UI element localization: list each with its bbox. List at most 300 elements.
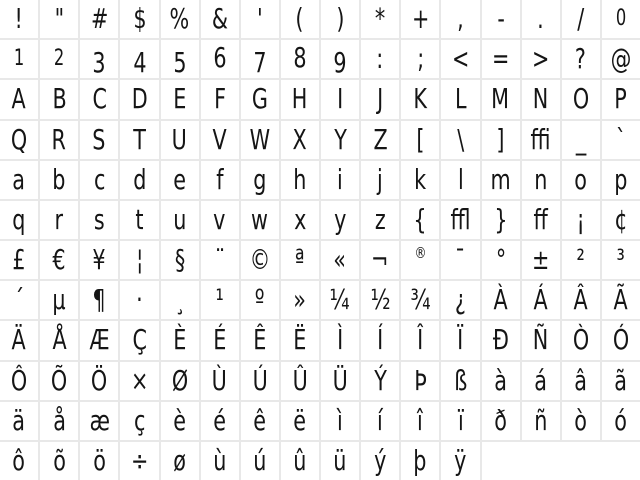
glyph: H xyxy=(292,82,308,116)
glyph-cell[interactable] xyxy=(201,362,239,400)
glyph: Ó xyxy=(612,323,630,357)
glyph-cell[interactable] xyxy=(120,161,158,199)
glyph: 0 xyxy=(615,6,627,32)
glyph: s xyxy=(93,202,105,236)
glyph-cell[interactable] xyxy=(522,402,560,440)
glyph-cell[interactable] xyxy=(321,121,359,159)
glyph-cell[interactable] xyxy=(281,281,319,319)
glyph-cell[interactable] xyxy=(80,241,118,279)
glyph-cell[interactable] xyxy=(201,281,239,319)
glyph-cell[interactable] xyxy=(441,281,479,319)
glyph-cell[interactable] xyxy=(241,442,279,480)
glyph-cell[interactable] xyxy=(241,40,279,78)
glyph: Ò xyxy=(572,323,589,357)
glyph: R xyxy=(51,122,67,156)
glyph: é xyxy=(213,403,227,437)
glyph-cell[interactable] xyxy=(441,80,479,118)
glyph-cell[interactable] xyxy=(602,0,640,38)
glyph-cell[interactable] xyxy=(562,121,600,159)
glyph-cell[interactable] xyxy=(441,40,479,78)
glyph: å xyxy=(52,403,66,437)
glyph: r xyxy=(54,202,64,236)
glyph-cell[interactable] xyxy=(602,161,640,199)
glyph: _ xyxy=(575,122,586,156)
glyph-cell[interactable] xyxy=(161,40,199,78)
glyph-cell[interactable] xyxy=(401,281,439,319)
glyph: G xyxy=(251,82,268,116)
glyph-cell[interactable] xyxy=(120,0,158,38)
glyph-cell[interactable] xyxy=(0,161,38,199)
glyph: " xyxy=(54,2,64,36)
glyph: x xyxy=(293,202,307,236)
glyph-cell[interactable] xyxy=(522,121,560,159)
glyph-cell[interactable] xyxy=(482,0,520,38)
glyph-cell[interactable] xyxy=(241,321,279,359)
glyph: ) xyxy=(336,2,345,36)
glyph-cell[interactable] xyxy=(80,40,118,78)
glyph-cell[interactable] xyxy=(161,201,199,239)
glyph-cell[interactable] xyxy=(281,0,319,38)
glyph: c xyxy=(93,162,106,196)
glyph: ( xyxy=(295,2,304,36)
glyph: o xyxy=(574,162,588,196)
glyph: ç xyxy=(133,403,146,437)
glyph-cell[interactable] xyxy=(201,241,239,279)
glyph-cell[interactable] xyxy=(0,281,38,319)
glyph: É xyxy=(213,323,227,357)
glyph-cell[interactable] xyxy=(281,402,319,440)
glyph: Ì xyxy=(336,323,344,357)
glyph: p xyxy=(614,162,628,196)
glyph-cell[interactable] xyxy=(281,40,319,78)
glyph: ﬀ xyxy=(533,202,548,236)
glyph: ù xyxy=(213,443,227,477)
glyph-cell[interactable] xyxy=(562,80,600,118)
glyph-cell[interactable] xyxy=(361,281,399,319)
glyph-cell[interactable] xyxy=(522,241,560,279)
glyph-cell[interactable] xyxy=(441,201,479,239)
glyph-cell[interactable] xyxy=(401,321,439,359)
glyph: X xyxy=(292,122,308,156)
glyph-cell[interactable] xyxy=(40,0,78,38)
glyph: × xyxy=(130,363,149,397)
glyph-cell[interactable] xyxy=(201,161,239,199)
glyph: / xyxy=(577,2,585,36)
glyph: ` xyxy=(615,122,627,156)
glyph-cell[interactable] xyxy=(522,321,560,359)
glyph-cell[interactable] xyxy=(120,40,158,78)
glyph-cell[interactable] xyxy=(522,161,560,199)
glyph-cell[interactable] xyxy=(80,442,118,480)
glyph: Ñ xyxy=(532,323,549,357)
glyph: ' xyxy=(256,2,263,36)
glyph-cell[interactable] xyxy=(361,442,399,480)
glyph-cell[interactable] xyxy=(602,121,640,159)
glyph-cell[interactable] xyxy=(482,402,520,440)
glyph-cell[interactable] xyxy=(80,0,118,38)
glyph-cell[interactable] xyxy=(241,121,279,159)
glyph: B xyxy=(52,82,67,116)
glyph: j xyxy=(377,162,384,196)
glyph-cell[interactable] xyxy=(281,161,319,199)
glyph-cell[interactable] xyxy=(0,362,38,400)
glyph: D xyxy=(131,82,148,116)
glyph: @ xyxy=(610,42,632,76)
glyph-cell[interactable] xyxy=(80,281,118,319)
glyph-cell[interactable] xyxy=(401,241,439,279)
glyph-cell[interactable] xyxy=(361,362,399,400)
glyph-cell[interactable] xyxy=(201,80,239,118)
glyph-cell[interactable] xyxy=(441,321,479,359)
glyph-cell[interactable] xyxy=(602,40,640,78)
glyph: > xyxy=(532,42,550,76)
glyph-cell[interactable] xyxy=(0,442,38,480)
glyph-cell[interactable] xyxy=(401,161,439,199)
glyph: µ xyxy=(52,283,66,317)
glyph-cell[interactable] xyxy=(401,442,439,480)
glyph: ß xyxy=(453,363,467,397)
glyph: T xyxy=(133,122,146,156)
glyph-cell[interactable] xyxy=(361,80,399,118)
glyph-cell[interactable] xyxy=(40,402,78,440)
glyph-cell[interactable] xyxy=(321,402,359,440)
glyph: ë xyxy=(293,403,307,437)
glyph-cell[interactable] xyxy=(161,80,199,118)
glyph-cell[interactable] xyxy=(441,0,479,38)
glyph: ¯ xyxy=(455,243,466,277)
glyph: # xyxy=(90,2,108,36)
glyph-cell[interactable] xyxy=(40,80,78,118)
glyph-cell[interactable] xyxy=(40,201,78,239)
glyph-cell[interactable] xyxy=(241,0,279,38)
glyph-cell[interactable] xyxy=(80,121,118,159)
glyph-cell[interactable] xyxy=(562,161,600,199)
glyph-cell[interactable] xyxy=(281,321,319,359)
glyph-cell[interactable] xyxy=(0,0,38,38)
glyph-cell[interactable] xyxy=(120,241,158,279)
glyph-cell[interactable] xyxy=(522,80,560,118)
glyph: ¾ xyxy=(410,283,431,317)
glyph: à xyxy=(494,363,507,397)
glyph-cell[interactable] xyxy=(321,362,359,400)
glyph: Q xyxy=(10,122,28,156)
glyph: ¼ xyxy=(330,283,351,317)
glyph-cell[interactable] xyxy=(241,201,279,239)
glyph: ø xyxy=(173,443,186,477)
glyph-cell[interactable] xyxy=(0,321,38,359)
glyph: ½ xyxy=(370,283,391,317)
glyph: ¹ xyxy=(215,283,224,317)
glyph-cell[interactable] xyxy=(40,281,78,319)
glyph-cell[interactable] xyxy=(281,201,319,239)
glyph-cell[interactable] xyxy=(562,40,600,78)
glyph-cell[interactable] xyxy=(522,281,560,319)
glyph-cell[interactable] xyxy=(120,201,158,239)
glyph-cell[interactable] xyxy=(522,0,560,38)
glyph-cell[interactable] xyxy=(321,442,359,480)
glyph-cell[interactable] xyxy=(321,40,359,78)
glyph-cell[interactable] xyxy=(120,362,158,400)
glyph-cell[interactable] xyxy=(40,121,78,159)
glyph-cell[interactable] xyxy=(361,40,399,78)
glyph-cell[interactable] xyxy=(321,241,359,279)
glyph-cell[interactable] xyxy=(602,362,640,400)
glyph: e xyxy=(173,162,186,196)
glyph: Á xyxy=(533,283,548,317)
glyph-cell[interactable] xyxy=(562,402,600,440)
glyph-cell[interactable] xyxy=(441,362,479,400)
glyph-cell[interactable] xyxy=(321,321,359,359)
glyph-cell[interactable] xyxy=(602,241,640,279)
glyph-cell[interactable] xyxy=(281,241,319,279)
glyph-cell[interactable] xyxy=(401,121,439,159)
glyph-cell[interactable] xyxy=(40,321,78,359)
glyph-cell[interactable] xyxy=(482,161,520,199)
glyph-cell[interactable] xyxy=(562,281,600,319)
glyph-cell[interactable] xyxy=(161,321,199,359)
glyph-cell[interactable] xyxy=(562,201,600,239)
glyph-cell[interactable] xyxy=(0,241,38,279)
glyph-cell[interactable] xyxy=(40,241,78,279)
glyph: è xyxy=(173,403,186,437)
glyph-cell[interactable] xyxy=(40,161,78,199)
glyph: $ xyxy=(132,2,147,36)
glyph: w xyxy=(251,202,269,236)
glyph-cell[interactable] xyxy=(522,362,560,400)
glyph-cell[interactable] xyxy=(40,362,78,400)
glyph-cell[interactable] xyxy=(0,80,38,118)
glyph-cell[interactable] xyxy=(201,0,239,38)
glyph: i xyxy=(337,162,343,196)
glyph-cell[interactable] xyxy=(281,362,319,400)
glyph-cell[interactable] xyxy=(321,281,359,319)
glyph: « xyxy=(333,243,347,277)
glyph-cell[interactable] xyxy=(281,80,319,118)
glyph: y xyxy=(333,202,347,236)
glyph-cell[interactable] xyxy=(120,442,158,480)
glyph-cell[interactable] xyxy=(441,402,479,440)
glyph: k xyxy=(414,162,427,196)
glyph-cell[interactable] xyxy=(361,402,399,440)
glyph: ð xyxy=(494,403,507,437)
glyph: b xyxy=(52,162,66,196)
glyph-cell[interactable] xyxy=(120,121,158,159)
glyph-cell[interactable] xyxy=(201,442,239,480)
glyph: ¬ xyxy=(371,243,389,277)
glyph-cell[interactable] xyxy=(241,362,279,400)
glyph: ã xyxy=(614,363,628,397)
glyph: Å xyxy=(52,323,67,357)
glyph: K xyxy=(413,82,428,116)
glyph: . xyxy=(537,2,544,36)
glyph-cell[interactable] xyxy=(80,161,118,199)
glyph: ê xyxy=(253,403,267,437)
glyph: 9 xyxy=(333,46,347,79)
glyph: ý xyxy=(374,443,387,477)
glyph-cell[interactable] xyxy=(0,402,38,440)
glyph: Z xyxy=(373,122,388,156)
glyph-cell[interactable] xyxy=(201,40,239,78)
glyph-cell[interactable] xyxy=(40,442,78,480)
glyph-cell[interactable] xyxy=(161,402,199,440)
glyph-cell[interactable] xyxy=(80,362,118,400)
glyph-cell[interactable] xyxy=(401,201,439,239)
glyph-cell[interactable] xyxy=(602,281,640,319)
glyph-cell[interactable] xyxy=(361,201,399,239)
glyph-cell[interactable] xyxy=(482,201,520,239)
glyph-cell[interactable] xyxy=(0,201,38,239)
glyph: € xyxy=(52,243,66,277)
glyph: { xyxy=(413,202,427,236)
glyph-cell[interactable] xyxy=(441,241,479,279)
glyph: 5 xyxy=(172,46,187,79)
glyph-cell[interactable] xyxy=(161,161,199,199)
glyph: t xyxy=(135,202,144,236)
glyph: * xyxy=(375,2,386,36)
glyph-cell[interactable] xyxy=(361,241,399,279)
glyph-cell[interactable] xyxy=(361,321,399,359)
glyph-cell[interactable] xyxy=(602,201,640,239)
glyph-cell[interactable] xyxy=(80,402,118,440)
glyph: M xyxy=(491,82,510,116)
glyph-cell[interactable] xyxy=(80,321,118,359)
glyph: ÿ xyxy=(454,443,467,477)
glyph-cell[interactable] xyxy=(482,121,520,159)
glyph-cell[interactable] xyxy=(0,40,38,78)
glyph-cell[interactable] xyxy=(562,0,600,38)
glyph-cell[interactable] xyxy=(201,402,239,440)
glyph: u xyxy=(172,202,187,236)
glyph-cell[interactable] xyxy=(401,0,439,38)
glyph-cell[interactable] xyxy=(241,161,279,199)
glyph-cell[interactable] xyxy=(441,161,479,199)
glyph-cell[interactable] xyxy=(401,402,439,440)
glyph-cell[interactable] xyxy=(401,362,439,400)
glyph: ! xyxy=(14,2,24,36)
glyph: m xyxy=(490,162,511,196)
glyph-cell[interactable] xyxy=(281,442,319,480)
glyph-cell[interactable] xyxy=(201,121,239,159)
glyph-cell[interactable] xyxy=(602,321,640,359)
glyph-cell[interactable] xyxy=(361,121,399,159)
glyph-cell[interactable] xyxy=(482,80,520,118)
glyph-cell[interactable] xyxy=(120,281,158,319)
glyph-cell[interactable] xyxy=(441,442,479,480)
glyph: ﬃ xyxy=(530,122,551,156)
glyph: W xyxy=(249,122,271,156)
glyph: Ï xyxy=(457,323,464,357)
glyph: Õ xyxy=(51,363,68,397)
glyph-cell[interactable] xyxy=(201,321,239,359)
glyph-cell[interactable] xyxy=(441,121,479,159)
glyph-cell[interactable] xyxy=(602,80,640,118)
glyph-cell[interactable] xyxy=(401,40,439,78)
glyph: î xyxy=(417,403,424,437)
glyph-cell[interactable] xyxy=(522,40,560,78)
glyph: » xyxy=(293,283,307,317)
glyph: 1 xyxy=(13,46,25,72)
glyph-cell[interactable] xyxy=(161,0,199,38)
glyph: ¿ xyxy=(454,283,466,317)
glyph-cell[interactable] xyxy=(321,201,359,239)
glyph-cell[interactable] xyxy=(201,201,239,239)
glyph-cell[interactable] xyxy=(522,201,560,239)
glyph-cell[interactable] xyxy=(482,321,520,359)
glyph: & xyxy=(211,2,228,36)
glyph: Ë xyxy=(293,323,307,357)
glyph: ï xyxy=(457,403,464,437)
glyph: O xyxy=(572,82,589,116)
glyph: ³ xyxy=(616,243,626,277)
glyph-cell[interactable] xyxy=(562,321,600,359)
glyph: ñ xyxy=(534,403,548,437)
glyph: ; xyxy=(416,42,424,76)
glyph-cell[interactable] xyxy=(241,80,279,118)
glyph: } xyxy=(493,202,508,236)
glyph-cell[interactable] xyxy=(482,362,520,400)
glyph: æ xyxy=(89,403,110,437)
glyph: © xyxy=(249,243,271,277)
glyph: L xyxy=(454,82,467,116)
glyph-cell[interactable] xyxy=(401,80,439,118)
glyph: ó xyxy=(614,403,628,437)
glyph-cell[interactable] xyxy=(161,362,199,400)
glyph-cell[interactable] xyxy=(120,402,158,440)
glyph-cell[interactable] xyxy=(161,241,199,279)
glyph-cell[interactable] xyxy=(361,0,399,38)
glyph-cell[interactable] xyxy=(241,402,279,440)
glyph-cell[interactable] xyxy=(321,80,359,118)
glyph: ﬄ xyxy=(450,202,471,236)
glyph-cell[interactable] xyxy=(562,241,600,279)
glyph-cell[interactable] xyxy=(482,40,520,78)
glyph-cell[interactable] xyxy=(161,281,199,319)
glyph: , xyxy=(457,2,464,36)
glyph-cell[interactable] xyxy=(80,80,118,118)
glyph: ± xyxy=(532,243,550,277)
glyph-cell[interactable] xyxy=(161,442,199,480)
glyph: · xyxy=(136,283,143,317)
glyph: õ xyxy=(52,443,66,477)
glyph-cell[interactable] xyxy=(482,281,520,319)
glyph-cell[interactable] xyxy=(562,362,600,400)
glyph-cell[interactable] xyxy=(321,0,359,38)
glyph-cell[interactable] xyxy=(602,402,640,440)
glyph: ö xyxy=(92,443,106,477)
glyph: ¦ xyxy=(135,243,143,277)
glyph-cell[interactable] xyxy=(0,121,38,159)
glyph-cell[interactable] xyxy=(241,281,279,319)
glyph: 7 xyxy=(253,46,267,79)
glyph-cell[interactable] xyxy=(321,161,359,199)
glyph-cell[interactable] xyxy=(361,161,399,199)
glyph-cell[interactable] xyxy=(120,80,158,118)
glyph-cell[interactable] xyxy=(120,321,158,359)
glyph: Y xyxy=(333,122,347,156)
glyph-cell[interactable] xyxy=(80,201,118,239)
glyph-cell[interactable] xyxy=(40,40,78,78)
glyph: [ xyxy=(416,122,425,156)
glyph: À xyxy=(493,283,508,317)
glyph-cell[interactable] xyxy=(241,241,279,279)
glyph-cell[interactable] xyxy=(482,241,520,279)
glyph: ´ xyxy=(13,283,25,317)
glyph: í xyxy=(377,403,384,437)
glyph-cell[interactable] xyxy=(161,121,199,159)
glyph: Ø xyxy=(171,363,188,397)
glyph-cell[interactable] xyxy=(281,121,319,159)
glyph: d xyxy=(132,162,147,196)
